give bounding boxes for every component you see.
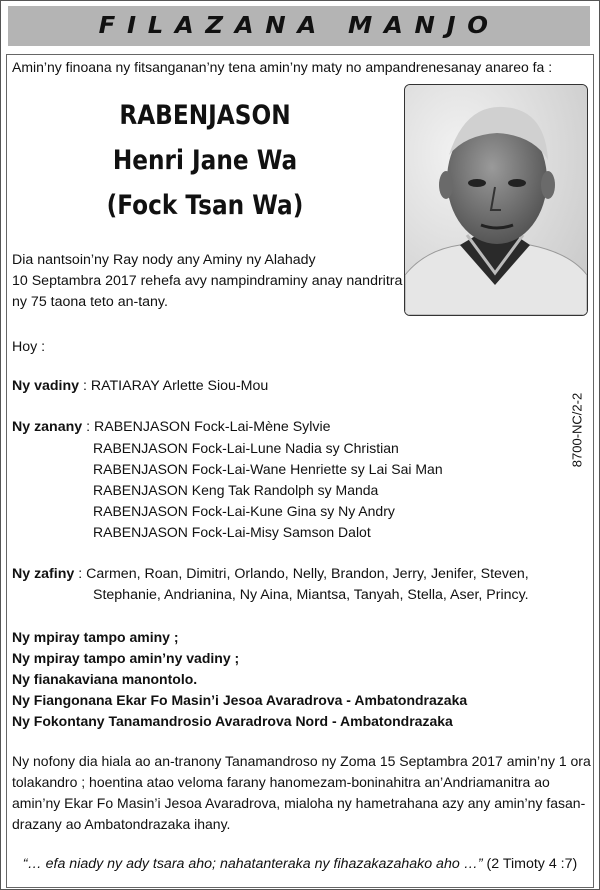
- intro-text: Amin’ny finoana ny fitsanganan’ny tena amin’ny maty no ampandrenesanay anareo fa :: [12, 59, 553, 75]
- notice-title: FILAZANA MANJO: [98, 13, 500, 39]
- death-notice-line1: Dia nantsoin’ny Ray nody any Aminy ny Alahady: [12, 252, 316, 268]
- grandchildren-label: Ny zafiny: [12, 566, 75, 582]
- funeral-line3: amin’ny Ekar Fo Masin’i Jesoa Avaradrova, mialoha ny hametrahana azy any amin’ny fasan-: [12, 795, 586, 811]
- spouse-separator: :: [79, 378, 91, 394]
- family-line: Ny Fiangonana Ekar Fo Masin’i Jesoa Avaradrova - Ambatondrazaka: [12, 692, 468, 708]
- family-line: Ny Fokontany Tanamandrosio Avaradrova Nord - Ambatondrazaka: [12, 713, 453, 729]
- side-code: [567, 370, 587, 490]
- list-item: RABENJASON Fock-Lai-Wane Henriette sy Lai Sai Man: [93, 461, 443, 477]
- list-item: RABENJASON Fock-Lai-Lune Nadia sy Christian: [93, 440, 399, 456]
- funeral-paragraph: [12, 751, 591, 835]
- hoy-label: Hoy :: [12, 339, 46, 355]
- grandchildren-line: [12, 564, 529, 585]
- list-item: RABENJASON Keng Tak Randolph sy Manda: [93, 482, 379, 498]
- spouse-line: [12, 376, 268, 397]
- death-notice-line2: 10 Septambra 2017 rehefa avy nampindraminy anay nandritra: [12, 273, 403, 289]
- deceased-surname: RABENJASON: [119, 100, 291, 131]
- grandchildren-separator: :: [74, 566, 87, 582]
- children-first: RABENJASON Fock-Lai-Mène Sylvie: [94, 419, 331, 435]
- deceased-given-names: Henri Jane Wa: [112, 145, 298, 176]
- spouse-name: RATIARAY Arlette Siou-Mou: [90, 378, 269, 394]
- deceased-alias: (Fock Tsan Wa): [106, 190, 304, 221]
- quote-reference: (2 Timoty 4 :7): [482, 856, 578, 872]
- list-item: RABENJASON Fock-Lai-Kune Gina sy Ny Andry: [93, 503, 395, 519]
- spouse-label: Ny vadiny: [12, 378, 80, 394]
- funeral-line2: tolakandro ; hoentina atao veloma farany hanomezam-boninahitra an’Andriamanitra ao: [12, 774, 550, 790]
- grandchildren-line2: Stephanie, Andrianina, Ny Aina, Miantsa, Tanyah, Stella, Aser, Princy.: [93, 587, 529, 603]
- side-code-text: 8700-NC/2-2: [569, 392, 585, 468]
- portrait-photo: [404, 84, 588, 316]
- bible-quote: [12, 856, 588, 872]
- death-notice-line3: ny 75 taona teto an-tany.: [12, 294, 168, 310]
- funeral-line1: Ny nofony dia hiala ao an-tranony Tanamandroso ny Zoma 15 Septambra 2017 amin’ny 1 ora: [12, 753, 591, 769]
- list-item: RABENJASON Fock-Lai-Misy Samson Dalot: [93, 524, 371, 540]
- quote-text: “… efa niady ny ady tsara aho; nahatanteraka ny fihazakazahako aho …”: [22, 856, 483, 872]
- grandchildren-line1: Carmen, Roan, Dimitri, Orlando, Nelly, Brandon, Jerry, Jenifer, Steven,: [86, 566, 529, 582]
- children-separator: :: [82, 419, 95, 435]
- funeral-line4: drazany ao Ambatondrazaka ihany.: [12, 816, 231, 832]
- family-line: Ny fianakaviana manontolo.: [12, 671, 198, 687]
- family-line: Ny mpiray tampo aminy ;: [12, 629, 179, 645]
- children-list: [93, 438, 443, 543]
- notice-header: [8, 6, 590, 46]
- death-notice: [12, 250, 404, 313]
- children-label: Ny zanany: [12, 419, 83, 435]
- portrait-photo-icon: [405, 85, 587, 315]
- family-line: Ny mpiray tampo amin’ny vadiny ;: [12, 650, 240, 666]
- children-label-line: [12, 417, 331, 438]
- family-lines: [12, 627, 467, 732]
